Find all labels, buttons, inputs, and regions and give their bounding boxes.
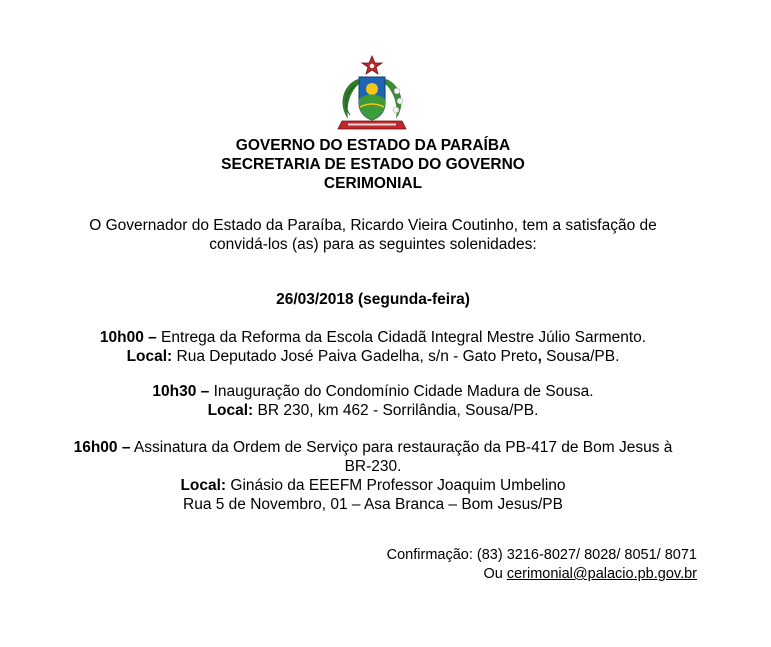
contact-email-line xyxy=(387,565,697,584)
contact-block xyxy=(387,546,697,584)
event-2-title xyxy=(0,382,746,401)
event-2-local-label: Local: xyxy=(207,402,254,419)
event-3 xyxy=(0,438,746,514)
event-2-location xyxy=(0,401,746,420)
contact-phone: Confirmação: (83) 3216-8027/ 8028/ 8051/ 8071 xyxy=(386,547,697,563)
event-2-description: Inauguração do Condomínio Cidade Madura de Sousa. xyxy=(209,383,594,400)
intro-paragraph xyxy=(0,216,746,254)
event-1-time: 10h00 – xyxy=(99,329,157,346)
event-2-local-text: BR 230, km 462 - Sorrilândia, Sousa/PB. xyxy=(253,402,539,419)
event-1-description: Entrega da Reforma da Escola Cidadã Integral Mestre Júlio Sarmento. xyxy=(156,329,647,346)
intro-line-2: convidá-los (as) para as seguintes solenidades: xyxy=(209,236,537,253)
event-3-time: 16h00 – xyxy=(73,439,131,456)
letterhead xyxy=(0,136,746,193)
intro-line-1: O Governador do Estado da Paraíba, Ricardo Vieira Coutinho, tem a satisfação de xyxy=(89,217,657,234)
contact-email-prefix: Ou xyxy=(483,566,507,582)
event-3-title-continued: BR-230. xyxy=(344,458,402,475)
header-secretariat: SECRETARIA DE ESTADO DO GOVERNO xyxy=(221,156,525,173)
state-coat-of-arms xyxy=(334,55,410,135)
header-government: GOVERNO DO ESTADO DA PARAÍBA xyxy=(235,137,511,154)
contact-email-link[interactable]: cerimonial@palacio.pb.gov.br xyxy=(506,566,697,582)
event-3-description: Assinatura da Ordem de Serviço para restauração da PB-417 de Bom Jesus à xyxy=(130,439,673,456)
event-1-local-tail: Sousa/PB. xyxy=(541,348,620,365)
event-3-local-text: Ginásio da EEEFM Professor Joaquim Umbelino xyxy=(226,477,566,494)
header-ceremonial: CERIMONIAL xyxy=(323,175,423,192)
event-3-address: Rua 5 de Novembro, 01 – Asa Branca – Bom Jesus/PB xyxy=(183,496,563,513)
event-1-title xyxy=(0,328,746,347)
event-3-location xyxy=(0,476,746,495)
event-3-local-label: Local: xyxy=(180,477,227,494)
event-1-local-comma: , xyxy=(537,348,542,365)
event-3-title xyxy=(0,438,746,457)
event-1-location xyxy=(0,347,746,366)
event-2-time: 10h30 – xyxy=(152,383,210,400)
event-1-local-text: Rua Deputado José Paiva Gadelha, s/n - Gato Preto xyxy=(172,348,538,365)
event-1 xyxy=(0,328,746,366)
event-date: 26/03/2018 (segunda-feira) xyxy=(276,291,470,308)
event-1-local-label: Local: xyxy=(126,348,173,365)
event-2 xyxy=(0,382,746,420)
